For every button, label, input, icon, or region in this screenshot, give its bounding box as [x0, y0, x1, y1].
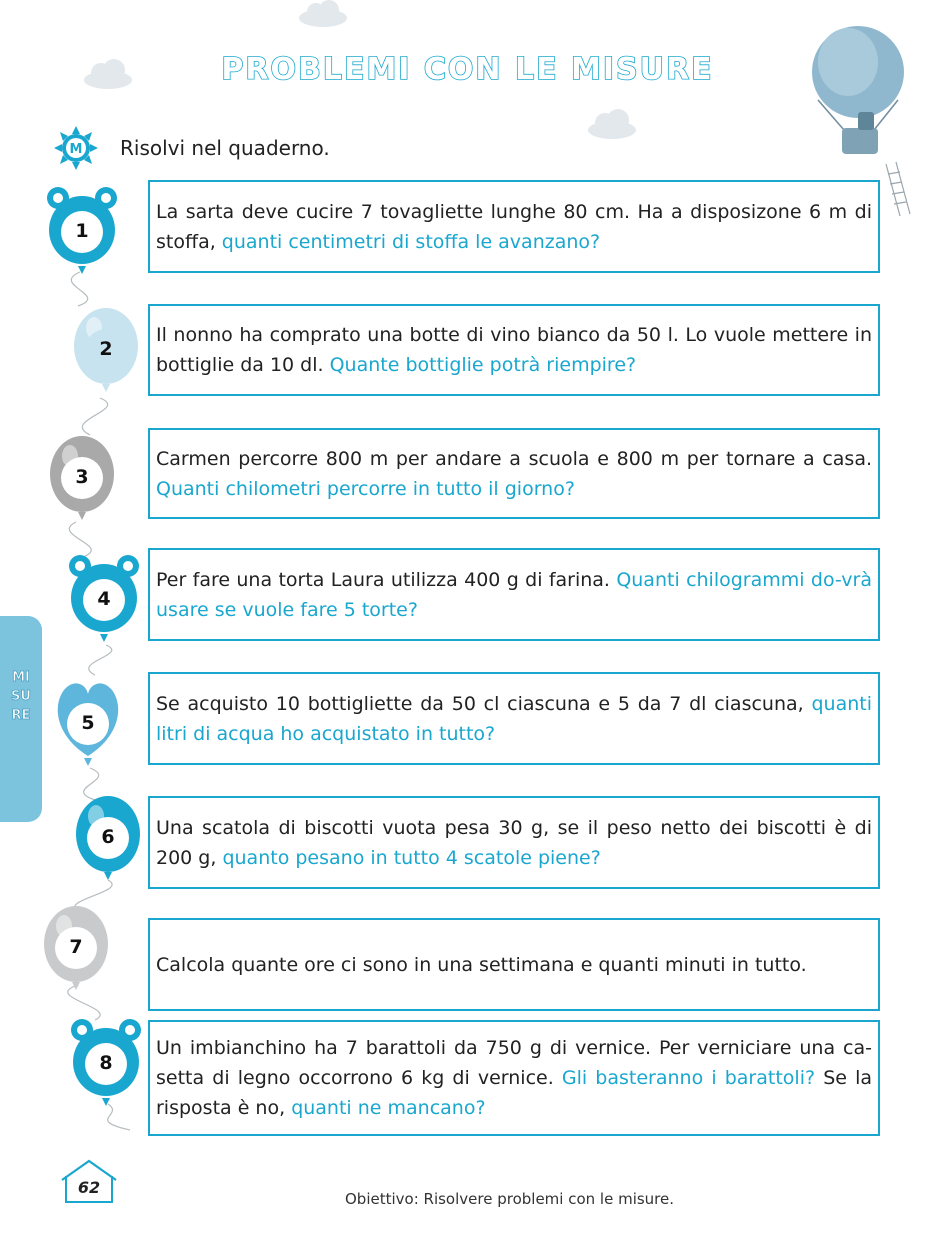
problem-number: 6	[101, 826, 115, 848]
problem-box	[148, 180, 880, 273]
problem-number: 4	[97, 588, 111, 610]
problem-box	[148, 548, 880, 641]
problem-statement: La sarta deve cucire 7 tovagliette lunghe 80 cm. Ha a disposizone 6 m di stoffa,	[156, 200, 872, 253]
problem-question: Gli basteranno i barattoli?	[561, 1067, 816, 1089]
problem-text	[156, 444, 872, 504]
problem-text	[156, 565, 872, 625]
problem-question: quanto pesano in tutto 4 scatole piene?	[222, 846, 601, 869]
side-tab-label: MISURE	[11, 670, 31, 723]
problem-statement: Una scatola di biscotti vuota pesa 30 g, se il peso netto dei biscotti è di 200 g,	[156, 816, 872, 869]
problem-box	[148, 428, 880, 519]
problem-text	[156, 813, 872, 873]
problem-box	[148, 304, 880, 396]
problem-number: 8	[99, 1052, 113, 1074]
problem-text	[156, 1033, 872, 1123]
problem-number: 5	[81, 712, 95, 734]
problem-number: 1	[75, 220, 89, 242]
problem-number: 2	[99, 338, 113, 360]
problem-statement: Il nonno ha comprato una botte di vino bianco da 50 l. Lo vuole mettere in bottiglie da 10 dl.	[156, 324, 872, 376]
problem-box	[148, 1020, 880, 1136]
problem-text	[156, 689, 872, 749]
problem-question: quanti litri di acqua ho acquistato in tutto?	[156, 692, 872, 745]
section-side-tab	[0, 616, 42, 822]
problem-box	[148, 672, 880, 765]
cloud-icon	[586, 106, 638, 140]
footer-objective: Obiettivo: Risolvere problemi con le misure.	[345, 1190, 675, 1208]
problem-statement: Un imbianchino ha 7 barattoli da 750 g di vernice. Per verniciare una ca-setta di legno occorrono 6 kg di vernice.	[156, 1037, 872, 1089]
problem-text	[156, 950, 872, 980]
instruction-badge-letter: M	[69, 142, 83, 157]
problem-number: 7	[69, 936, 83, 958]
problem-statement: Se la risposta è no,	[156, 1067, 872, 1119]
problem-number: 3	[75, 466, 89, 488]
instruction-text: Risolvi nel quaderno.	[120, 136, 330, 160]
problem-question: quanti ne mancano?	[291, 1097, 486, 1119]
page-number: 62	[77, 1178, 101, 1197]
problem-question: Quante bottiglie potrà riempire?	[329, 354, 637, 376]
cloud-icon	[296, 0, 350, 28]
problem-question: Quanti chilometri percorre in tutto il giorno?	[156, 477, 575, 500]
problem-statement: Per fare una torta Laura utilizza 400 g di farina.	[156, 568, 617, 591]
problem-box	[148, 918, 880, 1011]
problem-statement: Se acquisto 10 bottigliette da 50 cl ciascuna e 5 da 7 dl ciascuna,	[156, 692, 812, 715]
problem-text	[156, 320, 872, 380]
problem-box	[148, 796, 880, 889]
problem-statement: Calcola quante ore ci sono in una settimana e quanti minuti in tutto.	[156, 953, 807, 976]
problem-statement: Carmen percorre 800 m per andare a scuola e 800 m per tornare a casa.	[156, 447, 872, 470]
page-title: PROBLEMI CON LE MISURE	[221, 52, 714, 87]
problem-text	[156, 197, 872, 257]
problem-question: Quanti chilogrammi do-vrà usare se vuole fare 5 torte?	[156, 568, 872, 621]
problem-question: quanti centimetri di stoffa le avanzano?	[221, 230, 601, 253]
